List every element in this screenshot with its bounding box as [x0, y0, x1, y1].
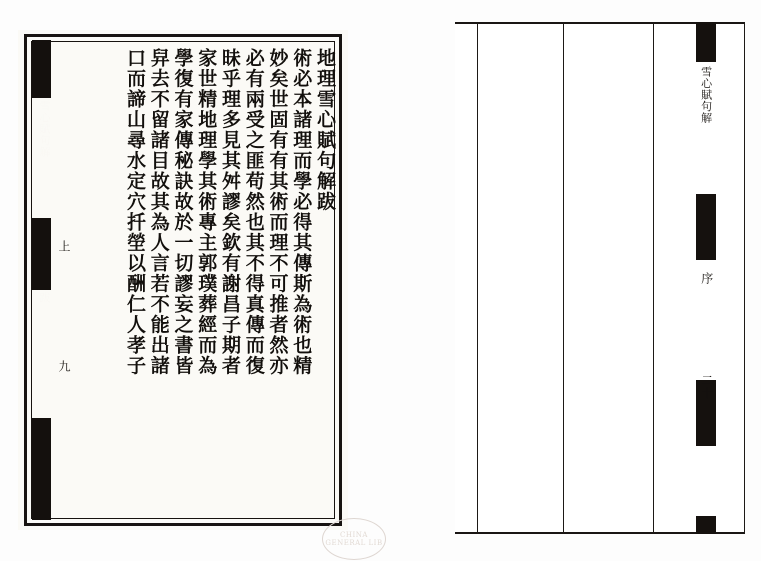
library-watermark-seal: CHINA GENERAL LIB	[322, 518, 386, 560]
right-fold-gap	[696, 446, 716, 516]
column-rule	[563, 22, 564, 534]
fold-column-subtitle: 跋	[38, 292, 51, 304]
text-column: 學復有家傳秘訣故於一切謬妄之書皆	[171, 48, 194, 376]
right-fold-subtitle: 序	[699, 272, 714, 285]
text-column: 家世精地理學其術專主郭璞葬經而為	[195, 48, 218, 376]
text-column: 舁去不留諸目故其為人言若不能出諸	[147, 48, 170, 376]
text-column: 術必本諸理而學必得其傳斯為術也精	[290, 48, 313, 376]
right-fold-title: 雪心賦句解	[699, 66, 713, 124]
margin-note-lower: 九	[57, 360, 71, 373]
text-columns	[60, 48, 336, 516]
text-column: 妙矣世固有有其術而理不可推者然亦	[266, 48, 289, 376]
text-column: 口而諦山尋水定穴扦塋以酬仁人孝子	[124, 48, 146, 376]
column-rule	[653, 22, 654, 534]
column-rule	[744, 22, 745, 534]
column-rule	[477, 22, 478, 534]
margin-note-upper: 上	[57, 240, 71, 253]
text-column: 昧乎理多見其舛謬矣欽有謝昌子期者	[219, 48, 241, 376]
left-leaf	[18, 30, 348, 530]
right-leaf	[455, 22, 745, 534]
right-fold-page-number: 二十	[699, 374, 714, 399]
fold-column-title: 雪心賦句解	[38, 100, 51, 158]
text-column: 地理雪心賦句解跋	[314, 48, 336, 212]
fold-gap-lower	[32, 290, 51, 418]
text-column: 必有兩受之匪苟然也其不得真傳而復	[242, 48, 265, 376]
